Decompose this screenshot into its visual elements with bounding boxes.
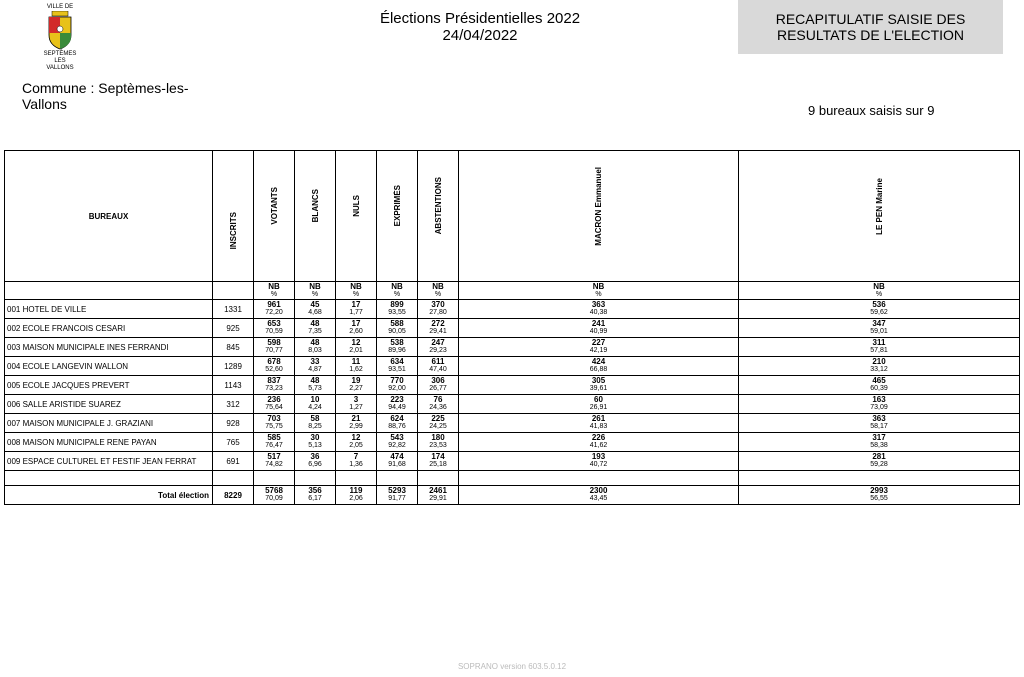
logo-bottom-text: SEPTÈMES LES VALLONS bbox=[43, 51, 77, 71]
result-count: 653 bbox=[267, 319, 281, 328]
result-cell bbox=[459, 338, 739, 357]
col-blancs: BLANCS bbox=[295, 151, 336, 282]
result-cell bbox=[377, 300, 418, 319]
result-percent: 1,77 bbox=[349, 309, 363, 316]
table-row bbox=[5, 376, 1020, 395]
result-cell bbox=[418, 338, 459, 357]
result-percent: 73,09 bbox=[870, 404, 888, 411]
result-cell bbox=[459, 357, 739, 376]
result-percent: 6,17 bbox=[308, 495, 322, 502]
result-cell bbox=[418, 433, 459, 452]
result-percent: 58,17 bbox=[870, 423, 888, 430]
result-cell bbox=[739, 300, 1020, 319]
result-percent: 1,27 bbox=[349, 404, 363, 411]
result-percent: 52,60 bbox=[265, 366, 283, 373]
result-count: 5768 bbox=[265, 486, 283, 495]
result-percent: 56,55 bbox=[870, 495, 888, 502]
result-count: 363 bbox=[591, 300, 606, 309]
result-cell bbox=[418, 414, 459, 433]
result-count: 585 bbox=[267, 433, 281, 442]
result-count: 536 bbox=[872, 300, 886, 309]
software-version: SOPRANO version 603.5.0.12 bbox=[457, 662, 567, 671]
result-count: 363 bbox=[872, 414, 886, 423]
result-percent: 2,05 bbox=[349, 442, 363, 449]
result-cell bbox=[418, 376, 459, 395]
result-percent: 33,12 bbox=[870, 366, 888, 373]
result-count: 36 bbox=[310, 452, 320, 461]
spacer-row bbox=[5, 471, 1020, 486]
unit-exprimes: NB % bbox=[377, 282, 418, 300]
result-count: 7 bbox=[353, 452, 359, 461]
result-cell bbox=[459, 395, 739, 414]
result-count: 180 bbox=[431, 433, 445, 442]
result-percent: 57,81 bbox=[870, 347, 888, 354]
inscrits-value: 1143 bbox=[213, 376, 254, 395]
result-count: 226 bbox=[591, 433, 606, 442]
result-cell bbox=[336, 433, 377, 452]
election-title bbox=[330, 10, 630, 44]
result-count: 281 bbox=[872, 452, 886, 461]
result-cell bbox=[418, 486, 459, 505]
result-count: 210 bbox=[872, 357, 886, 366]
result-count: 58 bbox=[310, 414, 320, 423]
unit-empty-2 bbox=[213, 282, 254, 300]
result-count: 119 bbox=[349, 486, 363, 495]
result-percent: 8,25 bbox=[308, 423, 322, 430]
result-count: 48 bbox=[310, 338, 320, 347]
result-percent: 76,47 bbox=[265, 442, 283, 449]
result-percent: 59,01 bbox=[870, 328, 888, 335]
result-percent: 5,73 bbox=[308, 385, 322, 392]
result-cell bbox=[336, 376, 377, 395]
result-percent: 6,96 bbox=[308, 461, 322, 468]
result-cell bbox=[459, 376, 739, 395]
result-cell bbox=[377, 319, 418, 338]
result-cell bbox=[336, 338, 377, 357]
unit-nuls: NB % bbox=[336, 282, 377, 300]
coat-of-arms-icon bbox=[47, 11, 73, 51]
unit-empty-1 bbox=[5, 282, 213, 300]
inscrits-value: 765 bbox=[213, 433, 254, 452]
result-percent: 70,09 bbox=[265, 495, 283, 502]
city-logo bbox=[40, 4, 80, 72]
result-count: 598 bbox=[267, 338, 281, 347]
result-percent: 40,72 bbox=[589, 461, 608, 468]
result-cell bbox=[739, 452, 1020, 471]
result-percent: 58,38 bbox=[870, 442, 888, 449]
result-count: 48 bbox=[310, 376, 320, 385]
election-date: 24/04/2022 bbox=[442, 27, 518, 44]
col-candidate-2: LE PEN Marine bbox=[739, 151, 1020, 282]
result-percent: 29,41 bbox=[429, 328, 447, 335]
result-cell bbox=[418, 357, 459, 376]
result-percent: 23,53 bbox=[429, 442, 447, 449]
result-count: 11 bbox=[351, 357, 361, 366]
result-percent: 92,00 bbox=[388, 385, 406, 392]
result-cell bbox=[459, 452, 739, 471]
result-percent: 72,20 bbox=[265, 309, 283, 316]
results-body bbox=[5, 300, 1020, 505]
result-cell bbox=[295, 376, 336, 395]
result-percent: 40,38 bbox=[589, 309, 608, 316]
inscrits-value: 925 bbox=[213, 319, 254, 338]
inscrits-value: 845 bbox=[213, 338, 254, 357]
result-cell bbox=[254, 357, 295, 376]
result-percent: 59,28 bbox=[870, 461, 888, 468]
result-cell bbox=[254, 376, 295, 395]
result-cell bbox=[295, 395, 336, 414]
result-percent: 29,23 bbox=[429, 347, 447, 354]
result-percent: 41,62 bbox=[589, 442, 608, 449]
total-label: Total élection bbox=[5, 486, 213, 505]
result-percent: 39,61 bbox=[589, 385, 608, 392]
result-count: 305 bbox=[591, 376, 606, 385]
result-cell bbox=[295, 357, 336, 376]
result-cell bbox=[254, 319, 295, 338]
result-count: 163 bbox=[872, 395, 886, 404]
result-count: 678 bbox=[267, 357, 281, 366]
result-percent: 43,45 bbox=[589, 495, 608, 502]
result-cell bbox=[418, 300, 459, 319]
result-count: 17 bbox=[351, 300, 361, 309]
result-cell bbox=[295, 300, 336, 319]
result-count: 247 bbox=[431, 338, 445, 347]
result-count: 241 bbox=[591, 319, 606, 328]
result-cell bbox=[336, 486, 377, 505]
result-cell bbox=[739, 376, 1020, 395]
result-count: 225 bbox=[431, 414, 445, 423]
result-percent: 59,62 bbox=[870, 309, 888, 316]
result-percent: 7,35 bbox=[308, 328, 322, 335]
result-cell bbox=[377, 433, 418, 452]
result-percent: 40,99 bbox=[589, 328, 608, 335]
result-count: 624 bbox=[390, 414, 404, 423]
result-count: 311 bbox=[872, 338, 886, 347]
result-percent: 2,06 bbox=[349, 495, 363, 502]
result-cell bbox=[377, 376, 418, 395]
result-percent: 92,82 bbox=[388, 442, 406, 449]
result-count: 227 bbox=[591, 338, 606, 347]
result-count: 48 bbox=[310, 319, 320, 328]
table-row bbox=[5, 414, 1020, 433]
result-cell bbox=[459, 433, 739, 452]
table-row bbox=[5, 338, 1020, 357]
result-count: 45 bbox=[310, 300, 320, 309]
result-cell bbox=[739, 395, 1020, 414]
result-percent: 90,05 bbox=[388, 328, 406, 335]
result-count: 611 bbox=[431, 357, 445, 366]
result-cell bbox=[739, 357, 1020, 376]
col-exprimes: EXPRIMÉS bbox=[377, 151, 418, 282]
result-percent: 24,36 bbox=[429, 404, 447, 411]
result-count: 370 bbox=[431, 300, 445, 309]
bureau-name: 004 ECOLE LANGEVIN WALLON bbox=[5, 357, 213, 376]
unit-candidate-2: NB % bbox=[739, 282, 1020, 300]
result-cell bbox=[739, 433, 1020, 452]
col-inscrits: INSCRITS bbox=[213, 151, 254, 282]
result-count: 538 bbox=[390, 338, 404, 347]
inscrits-value: 1289 bbox=[213, 357, 254, 376]
inscrits-value: 928 bbox=[213, 414, 254, 433]
bureau-name: 002 ECOLE FRANCOIS CESARI bbox=[5, 319, 213, 338]
bureau-name: 001 HOTEL DE VILLE bbox=[5, 300, 213, 319]
result-count: 770 bbox=[390, 376, 404, 385]
result-cell bbox=[336, 395, 377, 414]
result-percent: 93,55 bbox=[388, 309, 406, 316]
result-cell bbox=[739, 486, 1020, 505]
table-row bbox=[5, 395, 1020, 414]
result-percent: 41,83 bbox=[589, 423, 608, 430]
result-count: 465 bbox=[872, 376, 886, 385]
result-cell bbox=[336, 300, 377, 319]
recap-box bbox=[738, 0, 1003, 54]
result-cell bbox=[739, 338, 1020, 357]
result-cell bbox=[377, 338, 418, 357]
result-cell bbox=[295, 414, 336, 433]
result-cell bbox=[459, 319, 739, 338]
result-cell bbox=[295, 319, 336, 338]
result-count: 223 bbox=[390, 395, 404, 404]
result-cell bbox=[377, 486, 418, 505]
result-percent: 1,36 bbox=[349, 461, 363, 468]
result-percent: 60,39 bbox=[870, 385, 888, 392]
result-count: 424 bbox=[591, 357, 606, 366]
table-row bbox=[5, 319, 1020, 338]
result-cell bbox=[254, 414, 295, 433]
result-cell bbox=[254, 338, 295, 357]
inscrits-value: 312 bbox=[213, 395, 254, 414]
result-cell bbox=[336, 414, 377, 433]
col-votants: VOTANTS bbox=[254, 151, 295, 282]
result-count: 33 bbox=[310, 357, 320, 366]
result-percent: 70,59 bbox=[265, 328, 283, 335]
result-count: 356 bbox=[308, 486, 322, 495]
result-cell bbox=[295, 433, 336, 452]
result-percent: 88,76 bbox=[388, 423, 406, 430]
result-count: 17 bbox=[351, 319, 361, 328]
result-count: 10 bbox=[310, 395, 320, 404]
result-cell bbox=[254, 486, 295, 505]
result-count: 60 bbox=[594, 395, 603, 404]
result-percent: 4,68 bbox=[308, 309, 322, 316]
result-cell bbox=[336, 452, 377, 471]
result-count: 76 bbox=[433, 395, 443, 404]
result-percent: 2,01 bbox=[349, 347, 363, 354]
result-count: 2300 bbox=[589, 486, 608, 495]
result-cell bbox=[295, 452, 336, 471]
col-abstentions: ABSTENTIONS bbox=[418, 151, 459, 282]
unit-abstentions: NB % bbox=[418, 282, 459, 300]
result-percent: 25,18 bbox=[429, 461, 447, 468]
result-count: 261 bbox=[591, 414, 606, 423]
result-cell bbox=[418, 319, 459, 338]
result-percent: 2,99 bbox=[349, 423, 363, 430]
result-cell bbox=[739, 414, 1020, 433]
result-count: 5293 bbox=[388, 486, 406, 495]
result-count: 21 bbox=[351, 414, 361, 423]
result-cell bbox=[459, 300, 739, 319]
result-percent: 2,27 bbox=[349, 385, 363, 392]
result-cell bbox=[418, 452, 459, 471]
result-count: 517 bbox=[267, 452, 281, 461]
result-count: 543 bbox=[390, 433, 404, 442]
result-cell bbox=[377, 395, 418, 414]
result-cell bbox=[459, 414, 739, 433]
result-percent: 66,88 bbox=[589, 366, 608, 373]
result-cell bbox=[254, 300, 295, 319]
result-count: 2993 bbox=[870, 486, 888, 495]
result-percent: 26,91 bbox=[589, 404, 608, 411]
result-percent: 89,96 bbox=[388, 347, 406, 354]
result-count: 174 bbox=[431, 452, 445, 461]
table-row bbox=[5, 433, 1020, 452]
results-table bbox=[4, 150, 1020, 505]
table-row bbox=[5, 300, 1020, 319]
inscrits-value: 691 bbox=[213, 452, 254, 471]
result-count: 236 bbox=[267, 395, 281, 404]
result-cell bbox=[377, 357, 418, 376]
unit-votants: NB % bbox=[254, 282, 295, 300]
result-percent: 73,23 bbox=[265, 385, 283, 392]
bureau-name: 009 ESPACE CULTUREL ET FESTIF JEAN FERRAT bbox=[5, 452, 213, 471]
total-inscrits: 8229 bbox=[213, 486, 254, 505]
result-percent: 5,13 bbox=[308, 442, 322, 449]
unit-blancs: NB % bbox=[295, 282, 336, 300]
bureau-name: 007 MAISON MUNICIPALE J. GRAZIANI bbox=[5, 414, 213, 433]
result-cell bbox=[254, 433, 295, 452]
result-percent: 74,82 bbox=[265, 461, 283, 468]
result-count: 306 bbox=[431, 376, 445, 385]
result-count: 474 bbox=[390, 452, 404, 461]
result-percent: 1,62 bbox=[349, 366, 363, 373]
bureau-name: 008 MAISON MUNICIPALE RENE PAYAN bbox=[5, 433, 213, 452]
bureau-name: 006 SALLE ARISTIDE SUAREZ bbox=[5, 395, 213, 414]
result-cell bbox=[295, 486, 336, 505]
result-cell bbox=[377, 452, 418, 471]
total-row bbox=[5, 486, 1020, 505]
result-percent: 91,68 bbox=[388, 461, 406, 468]
result-percent: 93,51 bbox=[388, 366, 406, 373]
inscrits-value: 1331 bbox=[213, 300, 254, 319]
result-count: 703 bbox=[267, 414, 281, 423]
result-count: 19 bbox=[351, 376, 361, 385]
table-row bbox=[5, 357, 1020, 376]
result-percent: 42,19 bbox=[589, 347, 608, 354]
result-percent: 4,87 bbox=[308, 366, 322, 373]
result-count: 837 bbox=[267, 376, 281, 385]
result-cell bbox=[336, 357, 377, 376]
result-count: 3 bbox=[353, 395, 359, 404]
unit-candidate-1: NB % bbox=[459, 282, 739, 300]
bureaux-count: 9 bureaux saisis sur 9 bbox=[808, 103, 935, 118]
col-nuls: NULS bbox=[336, 151, 377, 282]
result-percent: 75,64 bbox=[265, 404, 283, 411]
result-percent: 4,24 bbox=[308, 404, 322, 411]
logo-top-text: VILLE DE bbox=[46, 4, 74, 10]
result-percent: 24,25 bbox=[429, 423, 447, 430]
result-count: 30 bbox=[310, 433, 320, 442]
result-percent: 27,80 bbox=[429, 309, 447, 316]
result-count: 347 bbox=[872, 319, 886, 328]
result-percent: 29,91 bbox=[429, 495, 447, 502]
result-percent: 8,03 bbox=[308, 347, 322, 354]
result-count: 588 bbox=[390, 319, 404, 328]
result-cell bbox=[254, 452, 295, 471]
result-cell bbox=[377, 414, 418, 433]
col-candidate-1: MACRON Emmanuel bbox=[459, 151, 739, 282]
recap-text: RECAPITULATIF SAISIE DES RESULTATS DE L'ELECTION bbox=[775, 11, 966, 43]
result-count: 272 bbox=[431, 319, 445, 328]
result-count: 899 bbox=[390, 300, 404, 309]
result-percent: 26,77 bbox=[429, 385, 447, 392]
result-cell bbox=[459, 486, 739, 505]
col-bureaux: BUREAUX bbox=[5, 151, 213, 282]
result-percent: 47,40 bbox=[429, 366, 447, 373]
result-percent: 91,77 bbox=[388, 495, 406, 502]
table-row bbox=[5, 452, 1020, 471]
election-name: Élections Présidentielles 2022 bbox=[379, 10, 581, 27]
result-cell bbox=[254, 395, 295, 414]
result-count: 12 bbox=[351, 338, 361, 347]
commune-label: Commune : Septèmes-les-Vallons bbox=[22, 80, 189, 112]
result-percent: 75,75 bbox=[265, 423, 283, 430]
result-cell bbox=[739, 319, 1020, 338]
result-count: 634 bbox=[390, 357, 404, 366]
result-cell bbox=[418, 395, 459, 414]
bureau-name: 005 ECOLE JACQUES PREVERT bbox=[5, 376, 213, 395]
result-percent: 70,77 bbox=[265, 347, 283, 354]
result-count: 12 bbox=[351, 433, 361, 442]
result-cell bbox=[336, 319, 377, 338]
result-count: 317 bbox=[872, 433, 886, 442]
result-percent: 2,60 bbox=[349, 328, 363, 335]
result-count: 193 bbox=[591, 452, 606, 461]
result-percent: 94,49 bbox=[388, 404, 406, 411]
result-count: 961 bbox=[267, 300, 281, 309]
bureau-name: 003 MAISON MUNICIPALE INES FERRANDI bbox=[5, 338, 213, 357]
result-count: 2461 bbox=[429, 486, 447, 495]
result-cell bbox=[295, 338, 336, 357]
